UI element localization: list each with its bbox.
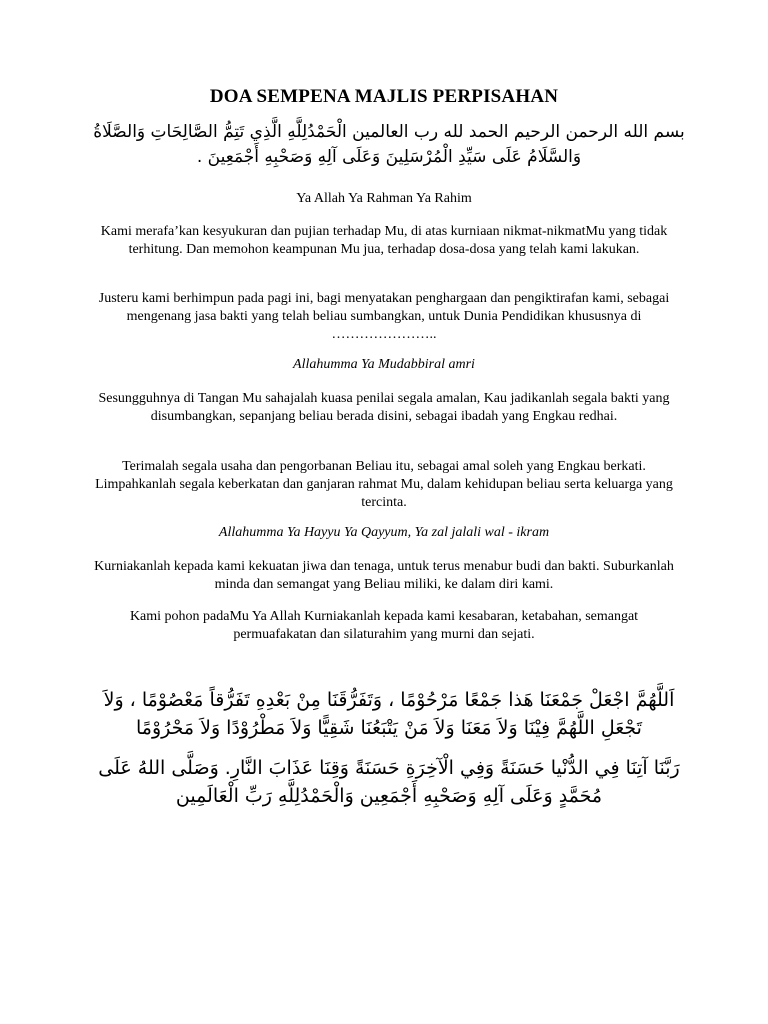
invocation-mudabbiral: Allahumma Ya Mudabbiral amri — [293, 357, 475, 372]
invocation-hayyu: Allahumma Ya Hayyu Ya Qayyum, Ya zal jalali wal - ikram — [218, 525, 550, 540]
paragraph-acceptance: Terimalah segala usaha dan pengorbanan Beliau itu, sebagai amal soleh yang Engkau berkati. Limpahkanlah segala keberkatan dan ganjaran rahmat Mu, dalam kehidupan beliau serta keluarga yang tercinta. — [95, 459, 673, 510]
paragraph-deeds: Sesungguhnya di Tangan Mu sahajalah kuasa penilai segala amalan, Kau jadikanlah segala bakti yang disumbangkan, sepanjang beliau berada disini, sebagai ibadah yang Engkau redhai. — [98, 391, 670, 424]
invocation-line: Ya Allah Ya Rahman Ya Rahim — [296, 191, 472, 206]
paragraph-patience: Kami pohon padaMu Ya Allah Kurniakanlah kepada kami kesabaran, ketabahan, semangat permuafakatan dan silaturahim yang murni dan sejati. — [129, 609, 639, 642]
opening-arabic-prayer: بسم الله الرحمن الرحيم الحمد لله رب العالمين الْحَمْدُلِلَّهِ الَّذِي تَتِمُّ الصَّالِحَاتِ وَالصَّلَاةُ وَالسَّلَامُ عَلَى سَيِّدِ الْمُرْسَلِينَ وَعَلَى آلِهِ وَصَحْبِهِ أَجْمَعِينَ . — [93, 122, 685, 167]
paragraph-gathering: Justeru kami berhimpun pada pagi ini, bagi menyatakan penghargaan dan pengiktirafan kami, sebagai mengenang jasa bakti yang telah beliau sumbangkan, untuk Dunia Pendidikan khususnya di ………………….. — [98, 291, 670, 342]
closing-arabic-prayer-1: اَللَّهُمَّ اجْعَلْ جَمْعَنَا هَذا جَمْعًا مَرْحُوْمًا ، وَتَفَرُّقَنَا مِنْ بَعْدِهِ تَفَرُّقاً مَعْصُوْمًا ، وَلاَ تَجْعَلِ اللَّهُمَّ فِيْنَا وَلاَ مَعَنَا وَلاَ مَنْ يَتْبَعُنَا شَقِيًّا وَلاَ مَطْرُوْدًا وَلاَ مَحْرُوْمًا — [103, 689, 675, 739]
paragraph-gratitude: Kami merafa’kan kesyukuran dan pujian terhadap Mu, di atas kurniaan nikmat-nikmatMu yang tidak terhitung. Dan memohon keampunan Mu jua, terhadap dosa-dosa yang telah kami lakukan. — [100, 224, 668, 257]
closing-arabic-prayer-2: رَبَّنَا آتِنَا فِي الدُّنْيا حَسَنَةً وَفِي الْآخِرَةِ حَسَنَةً وَقِنَا عَذَابَ النَّارِ. وَصَلَّى اللهُ عَلَى مُحَمَّدٍ وَعَلَى آلِهِ وَصَحْبِهِ أَجْمَعِين وَالْحَمْدُلِلَّهِ رَبِّ الْعَالَمِين — [98, 757, 680, 807]
document-title: DOA SEMPENA MAJLIS PERPISAHAN — [209, 86, 559, 107]
paragraph-strength: Kurniakanlah kepada kami kekuatan jiwa dan tenaga, untuk terus menabur budi dan bakti. Suburkanlah minda dan semangat yang Beliau miliki, ke dalam diri kami. — [94, 559, 674, 592]
